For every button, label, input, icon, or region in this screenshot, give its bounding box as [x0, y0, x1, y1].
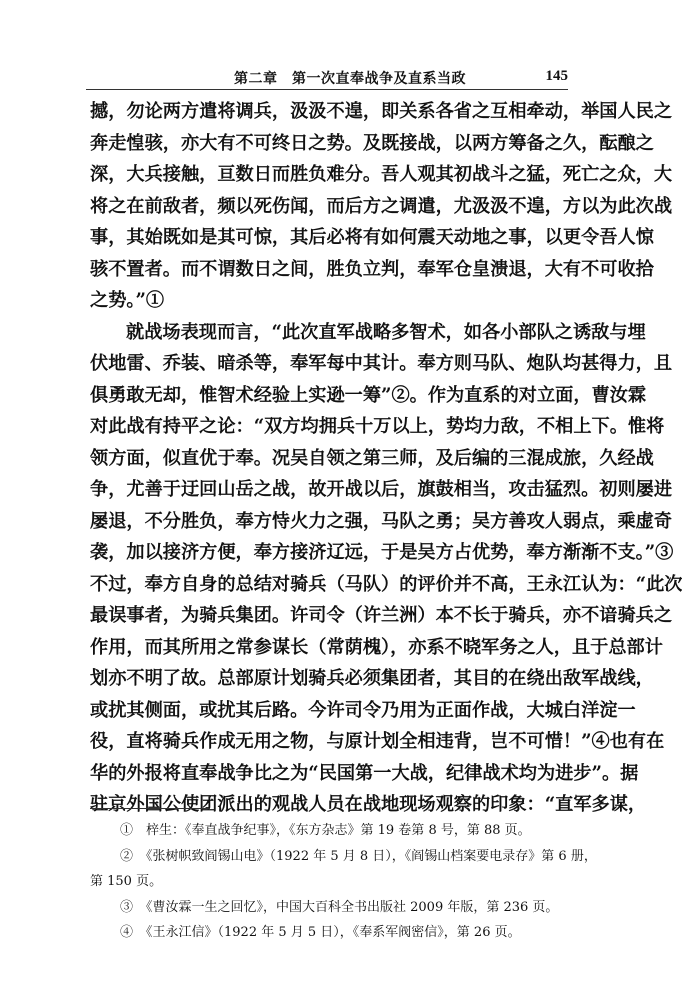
- body-line: 深，大兵接触，亘数日而胜负难分。吾人观其初战斗之猛，死亡之众，大: [90, 164, 673, 185]
- body-line: 不过，奉方自身的总结对骑兵（马队）的评价并不高，王永江认为：“此次: [90, 573, 682, 595]
- body-line: 事，其始既如是其可惊，其后必将有如何震天动地之事，以更令吾人惊: [90, 227, 654, 248]
- footnote-4: ④ 《王永江信》（1922 年 5 月 5 日），《奉系军阀密信》，第 26 页。: [120, 925, 521, 940]
- footnote-2: ② 《张树帜致阎锡山电》（1922 年 5 月 8 日），《阎锡山档案要电录存》第 6 册，: [120, 848, 597, 864]
- body-line: 对此战有持平之论：“双方均拥兵十万以上，势均力敌，不相上下。惟将: [90, 416, 665, 437]
- header-rule: [86, 89, 568, 90]
- body-line: 撼，勿论两方遣将调兵，汲汲不遑，即关系各省之互相牵动，举国人民之: [90, 101, 673, 122]
- chapter-title: 第二章 第一次直奉战争及直系当政: [234, 71, 466, 87]
- footnote-3: ③ 《曹汝霖一生之回忆》，中国大百科全书出版社 2009 年版，第 236 页。: [120, 899, 559, 915]
- body-line: 俱勇敢无却，惟智术经验上实逊一筹”②。作为直系的对立面，曹汝霖: [90, 384, 647, 406]
- running-header: [86, 62, 568, 90]
- body-line: 奔走惶骇，亦大有不可终日之势。及既接战，以两方筹备之久，酝酿之: [90, 132, 654, 154]
- body-line: 领方面，似直优于奉。况吴自领之第三师，及后编的三混成旅，久经战: [90, 447, 654, 469]
- body-line: 或扰其侧面，或扰其后路。今许司令乃用为正面作战，大城白洋淀一: [90, 699, 636, 721]
- body-text: [90, 96, 682, 821]
- footnote-2-continuation: 第 150 页。: [90, 874, 163, 889]
- footnote-1: ① 梓生：《奉直战争纪事》，《东方杂志》第 19 卷第 8 号，第 88 页。: [120, 823, 531, 838]
- page-number: 145: [545, 68, 568, 84]
- body-line: 划亦不明了故。总部原计划骑兵必须集团者，其目的在绕出敌军战线，: [90, 668, 654, 689]
- body-line: 驻京外国公使团派出的观战人员在战地现场观察的印象：“直军多谋，: [90, 794, 647, 815]
- paragraph-start-line: 就战场表现而言，“此次直军战略多智术，如各小部队之诱敌与埋: [126, 321, 646, 343]
- body-line: 屡退，不分胜负，奉方恃火力之强，马队之勇；吴方善攻人弱点，乘虚奇: [90, 510, 673, 532]
- body-line: 最误事者，为骑兵集团。许司令（许兰洲）本不长于骑兵，亦不谙骑兵之: [90, 605, 673, 626]
- body-line: 骇不置者。而不谓数日之间，胜负立判，奉军仓皇溃退，大有不可收拾: [90, 258, 654, 280]
- body-line: 华的外报将直奉战争比之为“民国第一大战，纪律战术均为进步”。据: [90, 762, 639, 784]
- body-line: 役，直将骑兵作成无用之物，与原计划全相违背，岂不可惜！”④也有在: [90, 731, 665, 752]
- body-line: 将之在前敌者，频以死伤闻，而后方之调遣，尤汲汲不遑，方以为此次战: [90, 195, 673, 217]
- body-line: 伏地雷、乔装、暗杀等，奉军每中其计。奉方则马队、炮队均甚得力，且: [90, 353, 673, 374]
- footnote-divider: [90, 808, 210, 809]
- body-line: 作用，而其所用之常参谋长（常荫槐），亦系不晓军务之人，且于总部计: [90, 636, 663, 658]
- body-line: 之势。”①: [90, 290, 165, 311]
- footnotes: [90, 818, 597, 946]
- body-line: 争，尤善于迂回山岳之战，故开战以后，旗鼓相当，攻击猛烈。初则屡进: [90, 479, 673, 500]
- body-line: 袭，加以接济方便，奉方接济辽远，于是吴方占优势，奉方渐渐不支。”③: [90, 542, 674, 563]
